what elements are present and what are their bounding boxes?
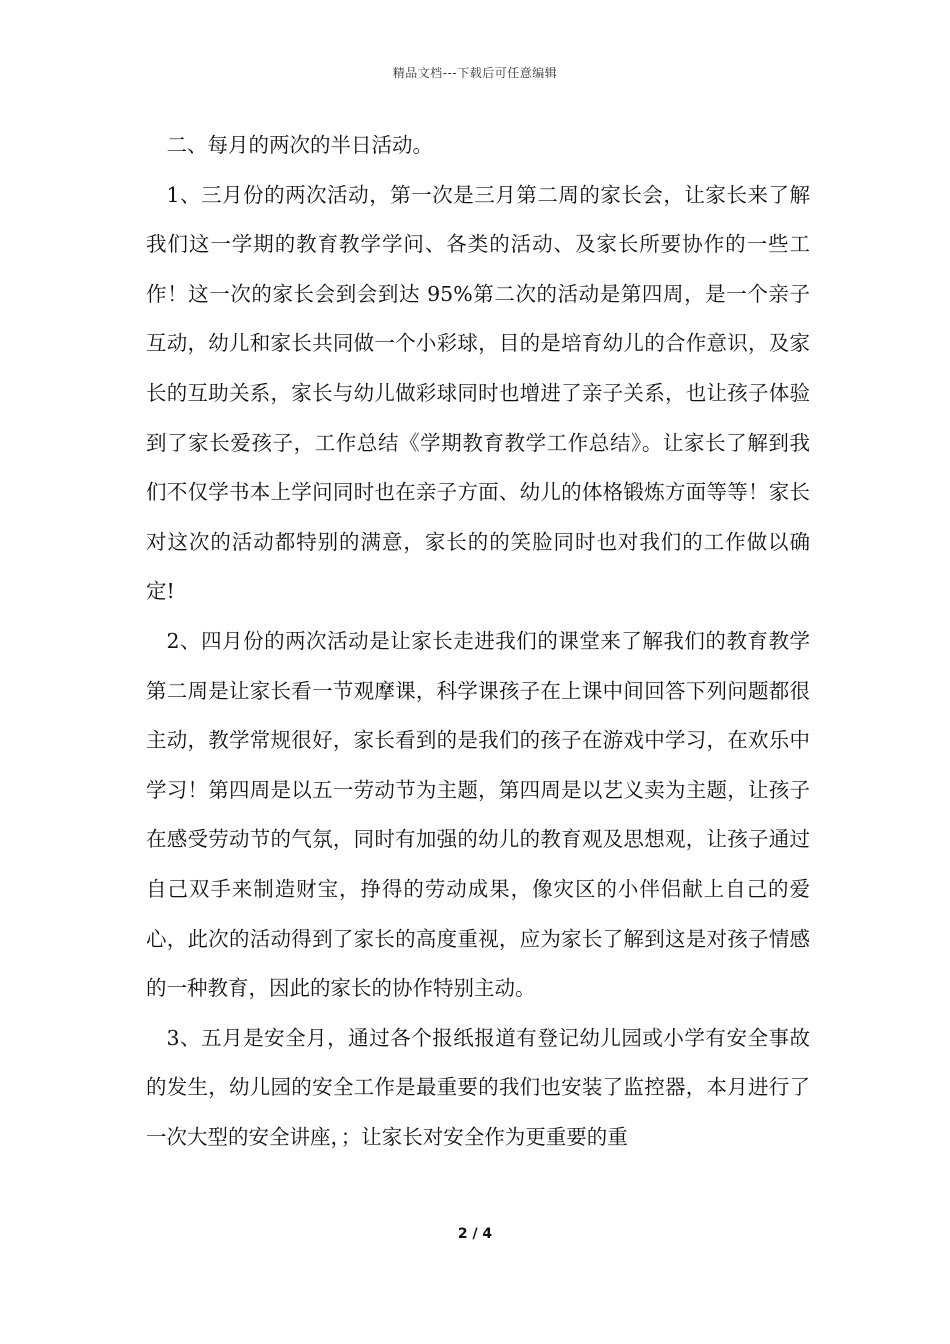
page-header: 精品文档---下载后可任意编辑	[392, 66, 558, 80]
paragraph-april: 2、四月份的两次活动是让家长走进我们的课堂来了解我们的教育教学第二周是让家长看一节观摩课，科学课孩子在上课中间回答下列问题都很主动，教学常规很好，家长看到的是我们的孩子在游戏中学习，在欢乐中学习！第四周是以五一劳动节为主题，第四周是以艺义卖为主题，让孩子在感受劳动节的气氛，同时有加强的幼儿的教育观及思想观，让孩子通过自己双手来制造财宝，挣得的劳动成果，像灾区的小伴侣献上自己的爱心，此次的活动得到了家长的高度重视，应为家长了解到这是对孩子情感的一种教育，因此的家长的协作特别主动。	[146, 628, 810, 1001]
paragraph-march: 1、三月份的两次活动，第一次是三月第二周的家长会，让家长来了解我们这一学期的教育教学学问、各类的活动、及家长所要协作的一些工作！这一次的家长会到会到达 95%第二次的活动是第四周，是一个亲子互动，幼儿和家长共同做一个小彩球，目的是培育幼儿的合作意识，及家长的互助关系，家长与幼儿做彩球同时也增进了亲子关系，也让孩子体验到了家长爱孩子，工作总结《学期教育教学工作总结》。让家长了解到我们不仅学书本上学问同时也在亲子方面、幼儿的体格锻炼方面等等！家长对这次的活动都特别的满意，家长的的笑脸同时也对我们的工作做以确定!	[146, 182, 810, 604]
paragraph-may: 3、五月是安全月，通过各个报纸报道有登记幼儿园或小学有安全事故的发生，幼儿园的安全工作是最重要的我们也安装了监控器，本月进行了一次大型的安全讲座，；让家长对安全作为更重要的重	[146, 1025, 810, 1149]
section-heading: 二、每月的两次的半日活动。	[166, 133, 433, 157]
page-number: 2 / 4	[457, 1226, 493, 1242]
document-body	[146, 121, 810, 1162]
